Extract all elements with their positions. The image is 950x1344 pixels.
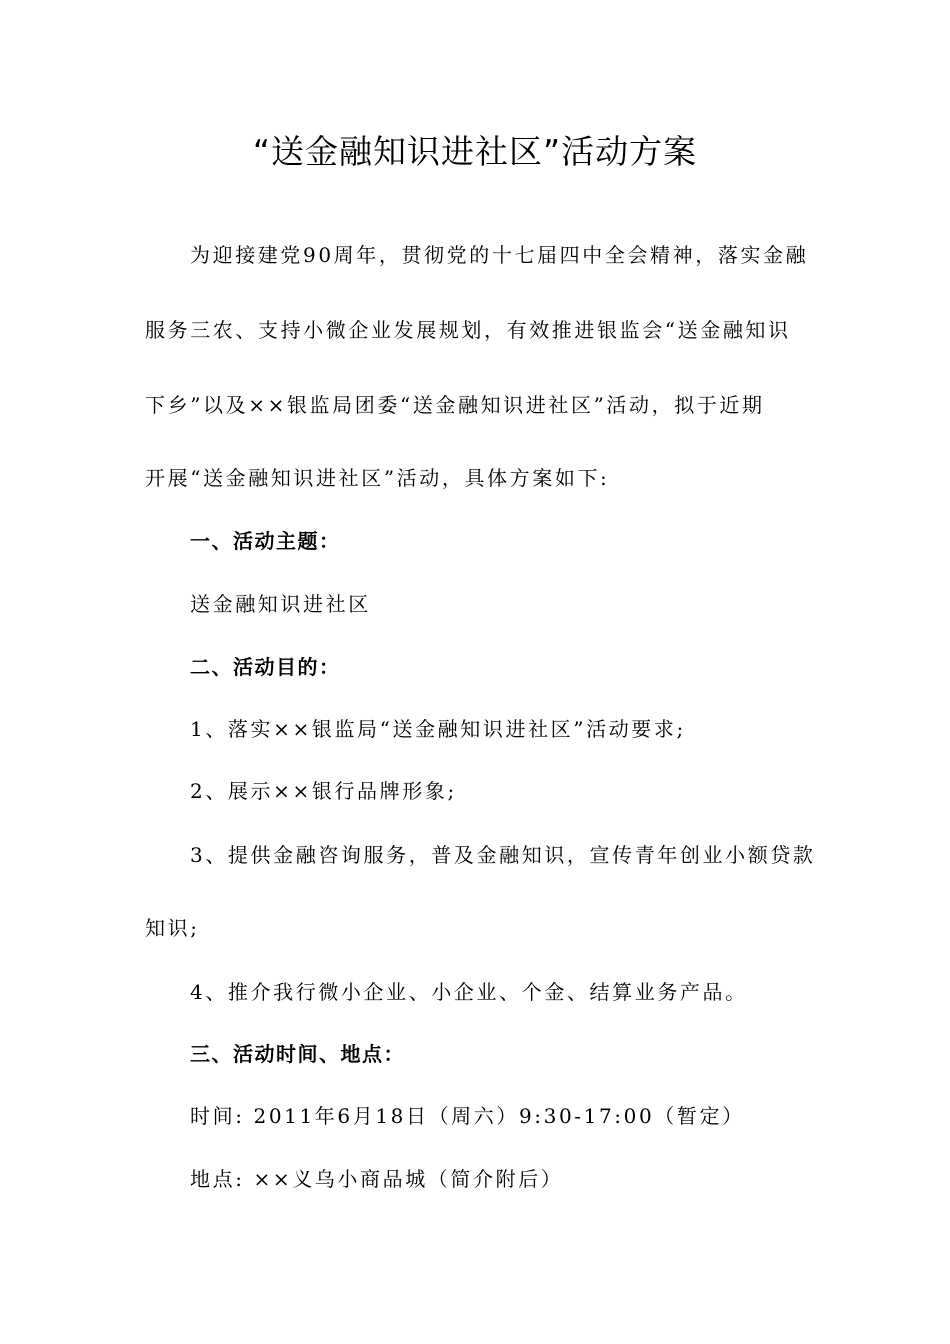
section-1-heading: 一、活动主题：	[190, 529, 341, 553]
list-item: 2、展示××银行品牌形象;	[190, 779, 457, 803]
document-title: “送金融知识进社区”活动方案	[252, 132, 698, 171]
section-2-heading: 二、活动目的：	[190, 655, 341, 679]
intro-line-1: 为迎接建党90周年，贯彻党的十七届四中全会精神，落实金融	[190, 243, 809, 267]
intro-line-2: 服务三农、支持小微企业发展规划，有效推进银监会“送金融知识	[145, 318, 791, 342]
intro-line-4: 开展“送金融知识进社区”活动，具体方案如下:	[145, 466, 610, 490]
list-item: 4、推介我行微小企业、小企业、个金、结算业务产品。	[190, 980, 748, 1004]
list-item: 3、提供金融咨询服务，普及金融知识，宣传青年创业小额贷款	[190, 843, 816, 867]
event-place: 地点: ××义乌小商品城（简介附后）	[190, 1167, 564, 1191]
section-1-body: 送金融知识进社区	[190, 592, 371, 616]
section-3-heading: 三、活动时间、地点：	[190, 1042, 405, 1066]
intro-line-3: 下乡”以及××银监局团委“送金融知识进社区”活动，拟于近期	[145, 393, 765, 417]
list-item: 1、落实××银监局“送金融知识进社区”活动要求;	[190, 717, 686, 741]
event-time: 时间: 2011年6月18日（周六）9:30-17:00（暂定）	[190, 1104, 745, 1128]
list-item-continuation: 知识;	[145, 916, 200, 940]
